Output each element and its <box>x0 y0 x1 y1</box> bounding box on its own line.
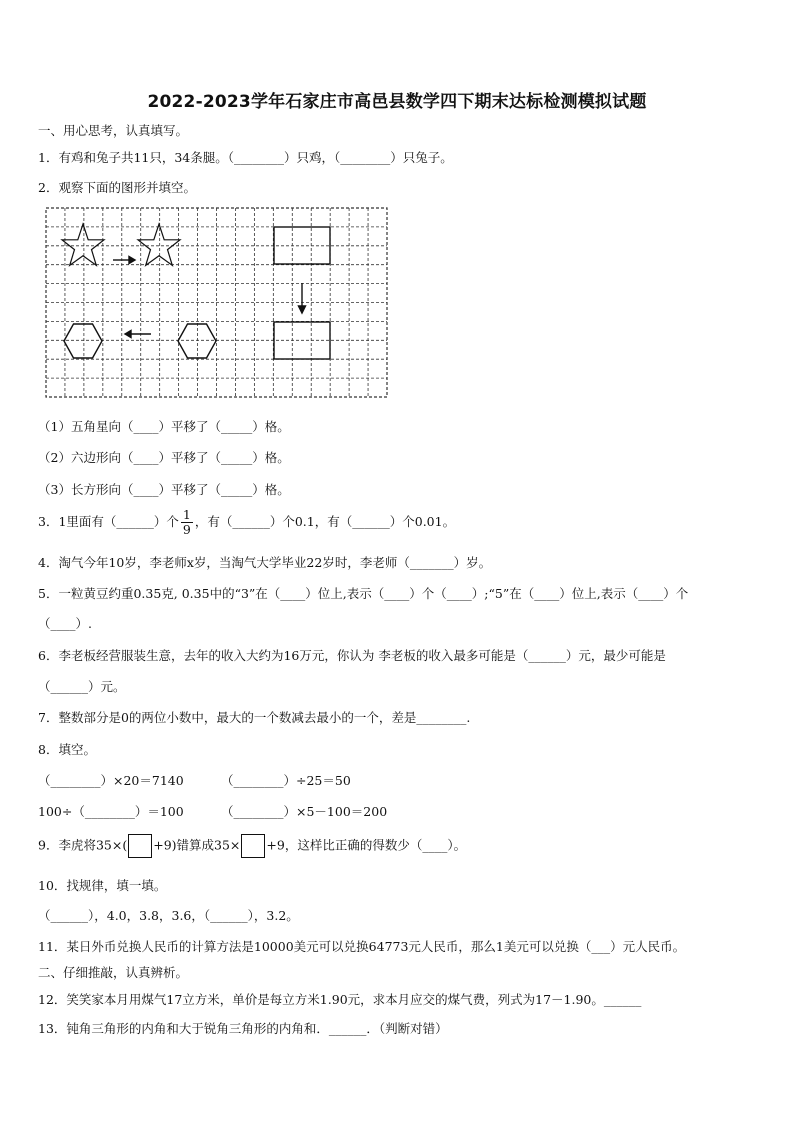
question-12: 12．笑笑家本月用煤气17立方米，单价是每立方米1.90元，求本月应交的煤气费，列式为17－1.90。______ <box>38 992 642 1007</box>
question-4: 4．淘气今年10岁，李老师x岁，当淘气大学毕业22岁时，李老师（_______）岁。 <box>38 555 492 570</box>
question-7: 7．整数部分是0的两位小数中，最大的一个数减去最小的一个，差是________. <box>38 710 471 725</box>
question-3-part-b: ，有（______）个0.1，有（______）个0.01。 <box>194 514 456 529</box>
section-2-heading: 二、仔细推敲，认真辨析。 <box>38 965 189 980</box>
question-11: 11．某日外币兑换人民币的计算方法是10000美元可以兑换64773元人民币，那么1美元可以兑换（___）元人民币。 <box>38 939 686 954</box>
section-1-heading: 一、用心思考，认真填写。 <box>38 123 189 138</box>
question-3-part-a: 3．1里面有（______）个 <box>38 514 179 529</box>
hexagon-translated <box>64 324 102 358</box>
question-13: 13．钝角三角形的内角和大于锐角三角形的内角和．______．（判断对错） <box>38 1021 448 1036</box>
question-5-line-1: 5．一粒黄豆约重0.35克, 0.35中的“3”在（____）位上,表示（____）个（____）;“5”在（____）位上,表示（____）个 <box>38 586 689 601</box>
arrow-right-icon <box>113 257 135 264</box>
question-8: 8．填空。 <box>38 742 96 757</box>
grid-lines <box>46 208 387 397</box>
question-9-part-b: +9)错算成35× <box>153 837 241 853</box>
question-2-part-1: （1）五角星向（____）平移了（_____）格。 <box>38 419 290 434</box>
answer-box-2 <box>241 834 265 858</box>
question-1: 1．有鸡和兔子共11只，34条腿。（________）只鸡，（________）只兔子。 <box>38 150 453 165</box>
grid-svg <box>45 207 390 399</box>
arrow-down-icon <box>299 283 306 313</box>
translation-grid-figure <box>45 207 390 399</box>
star-translated <box>138 224 180 265</box>
page-title: 2022-2023学年石家庄市高邑县数学四下期末达标检测模拟试题 <box>147 92 647 112</box>
question-8-item-d: （________）×5－100＝200 <box>221 804 388 819</box>
question-2-part-3: （3）长方形向（____）平移了（_____）格。 <box>38 482 290 497</box>
fraction-one-ninth <box>181 508 193 537</box>
answer-box-1 <box>128 834 152 858</box>
question-3 <box>38 508 455 537</box>
question-2: 2．观察下面的图形并填空。 <box>38 180 196 195</box>
question-8-item-b: （________）÷25＝50 <box>221 773 351 788</box>
hexagon-original <box>178 324 216 358</box>
question-5-line-2: （____）. <box>38 616 92 631</box>
arrow-left-icon <box>125 331 151 338</box>
star-original <box>62 224 104 265</box>
question-10: 10．找规律，填一填。 <box>38 878 167 893</box>
question-9-part-c: +9，这样比正确的得数少（____）。 <box>266 837 467 853</box>
fraction-denominator: 9 <box>182 522 191 537</box>
question-9-part-a: 9．李虎将35×( <box>38 837 128 853</box>
question-10-sequence: （______），4.0，3.8，3.6，（______），3.2。 <box>38 908 299 923</box>
question-8-item-c: 100÷（________）＝100 <box>38 804 184 819</box>
fraction-numerator: 1 <box>182 507 191 522</box>
question-2-part-2: （2）六边形向（____）平移了（_____）格。 <box>38 450 290 465</box>
question-6-line-2: （______）元。 <box>38 679 126 694</box>
question-8-item-a: （________）×20＝7140 <box>38 773 184 788</box>
question-6-line-1: 6．李老板经营服装生意，去年的收入大约为16万元，你认为 李老板的收入最多可能是（______）元，最少可能是 <box>38 648 666 663</box>
question-9 <box>38 834 466 858</box>
